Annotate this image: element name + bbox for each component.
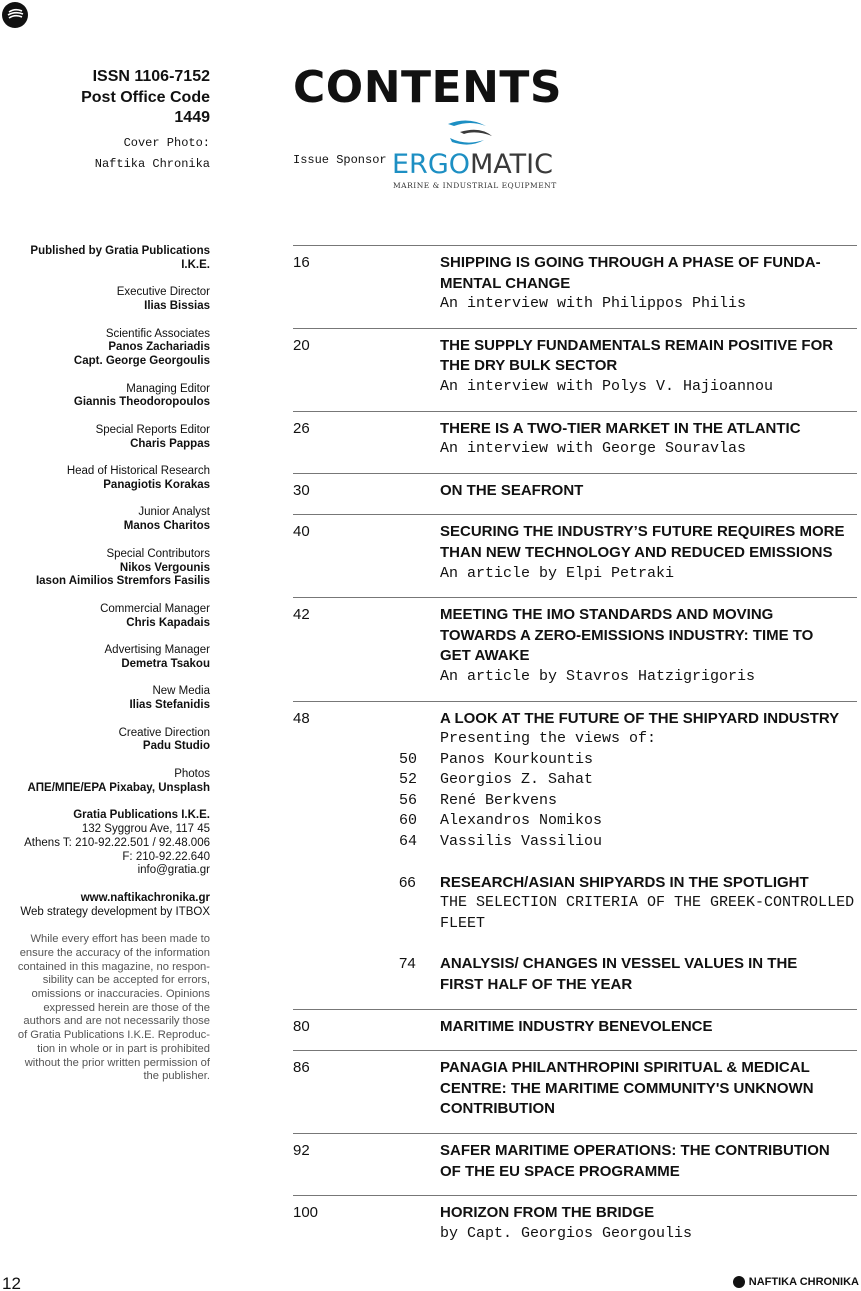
toc-subtitle: An article by Elpi Petraki [440, 564, 675, 582]
page-title: CONTENTS [293, 62, 563, 113]
credit-advertising-manager: Advertising Manager Demetra Tsakou [104, 644, 210, 670]
sponsor-tagline: MARINE & INDUSTRIAL EQUIPMENT [393, 181, 557, 190]
toc-entry[interactable] [293, 514, 857, 597]
toc-entry[interactable] [293, 473, 857, 515]
toc-headline: SAFER MARITIME OPERATIONS: THE CONTRIBUTION OF THE EU SPACE PROGRAMME [440, 1142, 830, 1180]
credit-executive-director: Executive Director Ilias Bissias [116, 286, 210, 313]
publisher-address: Gratia Publications I.K.E. 132 Syggrou Ave, 117 45 Athens T: 210-92.22.501 / 92.48.006 F: 210-92.22.640 info@gratia.gr [24, 809, 210, 877]
credit-commercial-manager: Commercial Manager Chris Kapadais [100, 602, 210, 629]
toc-subtitle: An interview with George Souravlas [440, 440, 747, 458]
view-item[interactable]: 52 Georgios Z. Sahat [399, 771, 594, 789]
credit-creative-direction: Creative Direction Padu Studio [118, 726, 210, 753]
toc-page-number: 40 [293, 523, 310, 541]
toc-page-number: 42 [293, 606, 310, 624]
toc-page-number: 100 [293, 1204, 319, 1222]
toc-subtitle: An interview with Polys V. Hajioannou [440, 377, 774, 395]
footer-brand [733, 1276, 859, 1288]
credit-historical-research: Head of Historical Research Panagiotis Korakas [66, 465, 210, 491]
toc-page-number: 20 [293, 336, 310, 354]
toc-page-number: 92 [293, 1142, 310, 1159]
table-of-contents [293, 245, 857, 1257]
research-subtitle: THE SELECTION CRITERIA OF THE GREEK-CONTROLLED FLEET [440, 894, 855, 932]
toc-page-number: 80 [293, 1017, 310, 1035]
sponsor-label: Issue Sponsor [293, 153, 387, 167]
sponsor-swoosh-icon [440, 118, 500, 150]
toc-entry[interactable] [293, 1195, 857, 1257]
toc-entry[interactable] [293, 328, 857, 411]
toc-headline: MEETING THE IMO STANDARDS AND MOVING TOWARDS A ZERO-EMISSIONS INDUSTRY: TIME TO GET AWAKE [440, 606, 814, 665]
toc-page-number: 26 [293, 419, 310, 437]
credit-managing-editor: Managing Editor Giannis Theodoropoulos [73, 382, 210, 409]
website-link[interactable]: www.naftikachronika.gr [80, 891, 210, 904]
credit-scientific-associates: Scientific Associates Panos Zachariadis Capt. George Georgoulis [73, 327, 210, 368]
toc-subtitle: An interview with Philippos Philis [440, 295, 747, 313]
credit-special-contributors: Special Contributors Nikos Vergounis Iason Aimilios Stremfors Fasilis [35, 547, 210, 588]
toc-page-number: 86 [293, 1059, 310, 1077]
credits-column [0, 245, 210, 1084]
issn: ISSN 1106-7152 [92, 68, 210, 85]
credit-special-reports-editor: Special Reports Editor Charis Pappas [95, 423, 210, 450]
masthead-info [10, 67, 210, 175]
toc-entry[interactable] [293, 1050, 857, 1133]
cover-photo-credit: Naftika Chronika [94, 156, 210, 171]
credit-junior-analyst: Junior Analyst Manos Charitos [123, 506, 210, 533]
credit-new-media: New Media Ilias Stefanidis [129, 685, 210, 712]
footer-brand-label: NAFTIKA CHRONIKA [748, 1276, 859, 1288]
toc-headline: HORIZON FROM THE BRIDGE [440, 1204, 655, 1222]
toc-headline: PANAGIA PHILANTHROPINI SPIRITUAL & MEDICAL CENTRE: THE MARITIME COMMUNITY'S UNKNOWN CONTRIBUTION [440, 1059, 814, 1118]
toc-entry[interactable] [293, 1133, 857, 1195]
toc-entry[interactable] [293, 1009, 857, 1051]
credit-photos: Photos ΑΠΕ/ΜΠΕ/EPA Pixabay, Unsplash [27, 767, 210, 794]
disclaimer: While every effort has been made to ensure the accuracy of the information contained in this magazine, no respon- sibility can be accepted for errors, omissions or inaccuracies. Opinions expressed herein are those of the authors and are not necessarily those of Gratia Publications I.K.E. Reproduc- tion in whole or in part is prohibited without the prior written permission of the publisher. [17, 933, 210, 1083]
toc-page-number: 30 [293, 481, 310, 499]
credit-publisher: Published by Gratia Publications I.K.E. [30, 245, 210, 271]
cover-photo-label: Cover Photo: [123, 135, 210, 150]
toc-subtitle: Presenting the views of: [440, 730, 657, 748]
sponsor-wordmark: ERGOMATIC [392, 149, 553, 180]
toc-headline: MARITIME INDUSTRY BENEVOLENCE [440, 1017, 713, 1035]
view-item[interactable]: 56 René Berkvens [399, 791, 558, 809]
publication-logo-icon [2, 2, 28, 28]
toc-headline: A LOOK AT THE FUTURE OF THE SHIPYARD INDUSTRY [440, 709, 840, 727]
toc-headline: SECURING THE INDUSTRY’S FUTURE REQUIRES MORE THAN NEW TECHNOLOGY AND REDUCED EMISSIONS [440, 523, 845, 561]
post-office-label: Post Office Code [81, 88, 210, 106]
web-info: www.naftikachronika.gr Web strategy development by ITBOX [20, 891, 210, 918]
toc-entry[interactable] [293, 597, 857, 700]
toc-entry[interactable] [293, 411, 857, 473]
toc-headline: ON THE SEAFRONT [440, 481, 584, 499]
toc-entry-shipyard[interactable] [293, 701, 857, 1009]
brand-logo-icon [733, 1276, 745, 1288]
toc-headline: THE SUPPLY FUNDAMENTALS REMAIN POSITIVE FOR THE DRY BULK SECTOR [440, 336, 834, 375]
sponsor-logo [390, 118, 560, 194]
toc-headline: SHIPPING IS GOING THROUGH A PHASE OF FUNDA- MENTAL CHANGE [440, 254, 821, 292]
toc-page-number: 48 [293, 709, 310, 727]
view-item[interactable]: 60 Alexandros Nomikos [399, 812, 603, 830]
toc-page-number: 16 [293, 254, 310, 271]
analysis-headline[interactable]: 74 ANALYSIS/ CHANGES IN VESSEL VALUES IN THE FIRST HALF OF THE YEAR [399, 955, 798, 994]
post-office-code: 1449 [174, 109, 210, 126]
research-headline[interactable]: 66 RESEARCH/ASIAN SHIPYARDS IN THE SPOTLIGHT [399, 873, 809, 891]
toc-subtitle: An article by Stavros Hatzigrigoris [440, 667, 756, 685]
view-item[interactable]: 50 Panos Kourkountis [399, 750, 594, 768]
toc-subtitle: by Capt. Georgios Georgoulis [440, 1224, 693, 1242]
email-link[interactable]: info@gratia.gr [137, 864, 210, 877]
toc-entry[interactable] [293, 245, 857, 328]
toc-headline: THERE IS A TWO-TIER MARKET IN THE ATLANTIC [440, 419, 801, 437]
page-number: 12 [2, 1274, 21, 1291]
view-item[interactable]: 64 Vassilis Vassiliou [399, 833, 603, 851]
